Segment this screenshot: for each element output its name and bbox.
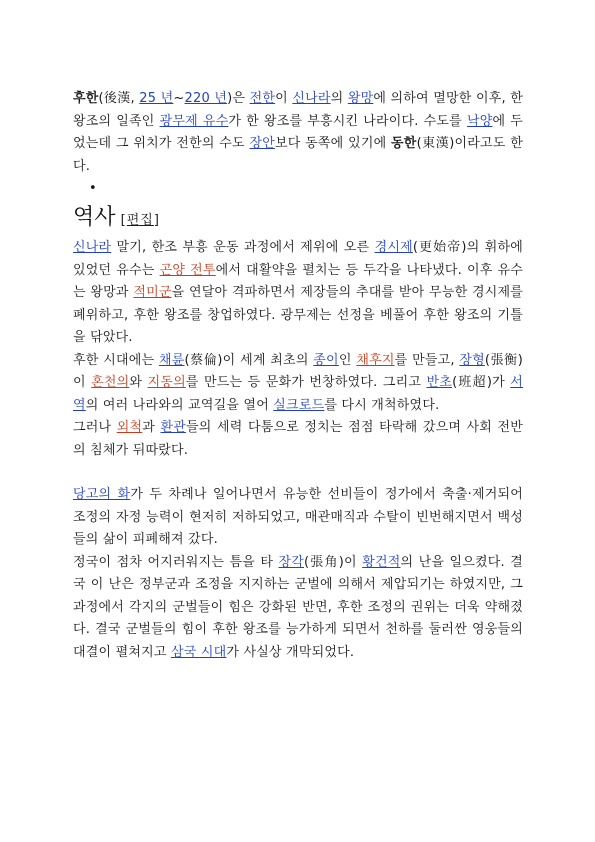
text: 를 만들고, <box>394 352 460 368</box>
link-25-year[interactable]: 25 년 <box>139 91 174 106</box>
history-paragraph-2 <box>73 350 523 418</box>
history-paragraph-1 <box>73 237 523 350</box>
text: 에 의하여 멸망한 이후, 한 왕조의 일족인 <box>73 91 523 129</box>
link-silkroad[interactable]: 실크로드 <box>273 397 325 413</box>
link-seoyeok[interactable]: 서역 <box>73 375 524 413</box>
text: 을 연달아 격파하면서 제장들의 추대를 받아 무능한 경시제를 폐위하고, 후한 왕조를 창업하였다. 광무제는 선정을 베풀어 후한 왕조의 기틀을 닦았다. <box>73 285 523 345</box>
text: (東漢)이라고도 한다. <box>73 136 523 174</box>
text: 와 <box>129 375 148 390</box>
link-silla[interactable]: 신나라 <box>73 240 112 255</box>
edit-link[interactable]: 편집 <box>126 213 154 228</box>
link-jeonhan[interactable]: 전한 <box>249 91 276 106</box>
text: 의 여러 나라와의 교역길을 열어 <box>85 397 274 413</box>
link-jangan[interactable]: 장안 <box>249 136 275 151</box>
text: 그러나 <box>73 420 117 435</box>
article-body <box>73 88 523 664</box>
link-gonyang-battle[interactable]: 곤양 전투 <box>159 262 216 278</box>
text: 가 두 차례나 일어나면서 유능한 선비들이 정가에서 축출·제거되어 조정의 자정 능력이 현저히 저하되었고, 매관매직과 수탈이 빈번해지면서 백성들의 삶이 피폐해져 갔다. <box>73 487 523 547</box>
text: 에 두었는데 그 위치가 전한의 수도 <box>73 113 523 151</box>
text: (蔡倫)이 세계 최초의 <box>184 352 314 368</box>
link-220-year[interactable]: 220 년 <box>184 91 228 106</box>
text: 이 <box>275 91 293 106</box>
link-wangmang[interactable]: 왕망 <box>347 91 374 106</box>
edit-bracket-close: ] <box>153 213 160 228</box>
text: 를 다시 개척하였다. <box>324 397 440 413</box>
text: (張角)이 <box>304 554 363 570</box>
edit-bracket-open: [ <box>115 213 127 228</box>
section-heading-history <box>73 202 523 237</box>
text: (班超)가 <box>452 375 511 390</box>
link-janghyeong[interactable]: 장형 <box>459 352 485 368</box>
bullet-point: • <box>89 181 97 196</box>
link-chaehuji[interactable]: 채후지 <box>356 352 395 368</box>
history-paragraph-3 <box>73 417 523 462</box>
intro-paragraph <box>73 88 523 178</box>
heading-text: 역사 <box>73 205 116 230</box>
text: (後漢, <box>98 91 140 106</box>
text: 정국이 점차 어지러워지는 틈을 타 <box>73 554 279 570</box>
text: 인 <box>338 352 357 368</box>
link-jongi[interactable]: 종이 <box>313 352 339 368</box>
link-honcheonui[interactable]: 혼천의 <box>91 375 130 390</box>
link-hwangwan[interactable]: 환관 <box>160 420 187 435</box>
term-donghan: 동한 <box>391 136 417 151</box>
text: 의 난을 일으켰다. 결국 이 난은 정부군과 조정을 지지하는 군벌에 의해서 제압되기는 하였지만, 그 과정에서 각지의 군벌들이 힘은 강화된 반면, 후한 조정의 권위는 더욱 약해졌다. 결국 군벌들의 힘이 후한 왕조를 능가하게 되면서 천하를 둘러싼 영웅들의 대결이 펼쳐지고 <box>73 554 523 660</box>
link-nakyang[interactable]: 낙양 <box>466 113 493 129</box>
link-chaeryun[interactable]: 채륜 <box>158 352 185 368</box>
link-bancho[interactable]: 반초 <box>426 375 453 390</box>
link-hwanggeonjeok[interactable]: 황건적 <box>362 554 401 570</box>
link-jidongui[interactable]: 지동의 <box>147 375 186 390</box>
paragraph-spacer <box>73 462 523 484</box>
link-danggo[interactable]: 당고의 화 <box>73 487 131 502</box>
link-oecheok[interactable]: 외척 <box>116 420 143 435</box>
link-jeokmigun[interactable]: 적미군 <box>133 285 172 300</box>
history-paragraph-5 <box>73 552 523 665</box>
text: 보다 동쪽에 있기에 <box>274 136 392 151</box>
text: )은 <box>227 91 250 106</box>
link-gwangmuje[interactable]: 광무제 유수 <box>159 113 229 129</box>
text: 과 <box>142 420 161 435</box>
link-gyeongsije[interactable]: 경시제 <box>374 240 413 255</box>
text: 후한 시대에는 <box>73 352 159 368</box>
link-janggak[interactable]: 장각 <box>278 554 304 570</box>
text: (張衡)이 <box>73 352 524 390</box>
link-samguk[interactable]: 삼국 시대 <box>170 644 227 660</box>
link-silla[interactable]: 신나라 <box>292 91 331 106</box>
text: 가 사실상 개막되었다. <box>226 644 355 660</box>
term-huhan: 후한 <box>73 91 99 106</box>
text: 의 <box>330 91 348 106</box>
history-paragraph-4 <box>73 484 523 552</box>
text: 가 한 왕조를 부흥시킨 나라이다. 수도를 <box>228 113 467 129</box>
text: 에서 대활약을 펼치는 등 두각을 나타냈다. 이후 유수는 왕망과 <box>73 262 524 300</box>
text: ~ <box>173 91 185 106</box>
text: (更始帝)의 휘하에 있었던 유수는 <box>73 240 523 278</box>
text: 들의 세력 다툼으로 정치는 점점 타락해 갔으며 사회 전반의 침체가 뒤따랐다. <box>73 420 524 458</box>
text: 를 만드는 등 문화가 번창하였다. 그리고 <box>185 375 427 390</box>
text: 말기, 한조 부흥 운동 과정에서 제위에 오른 <box>111 240 375 255</box>
